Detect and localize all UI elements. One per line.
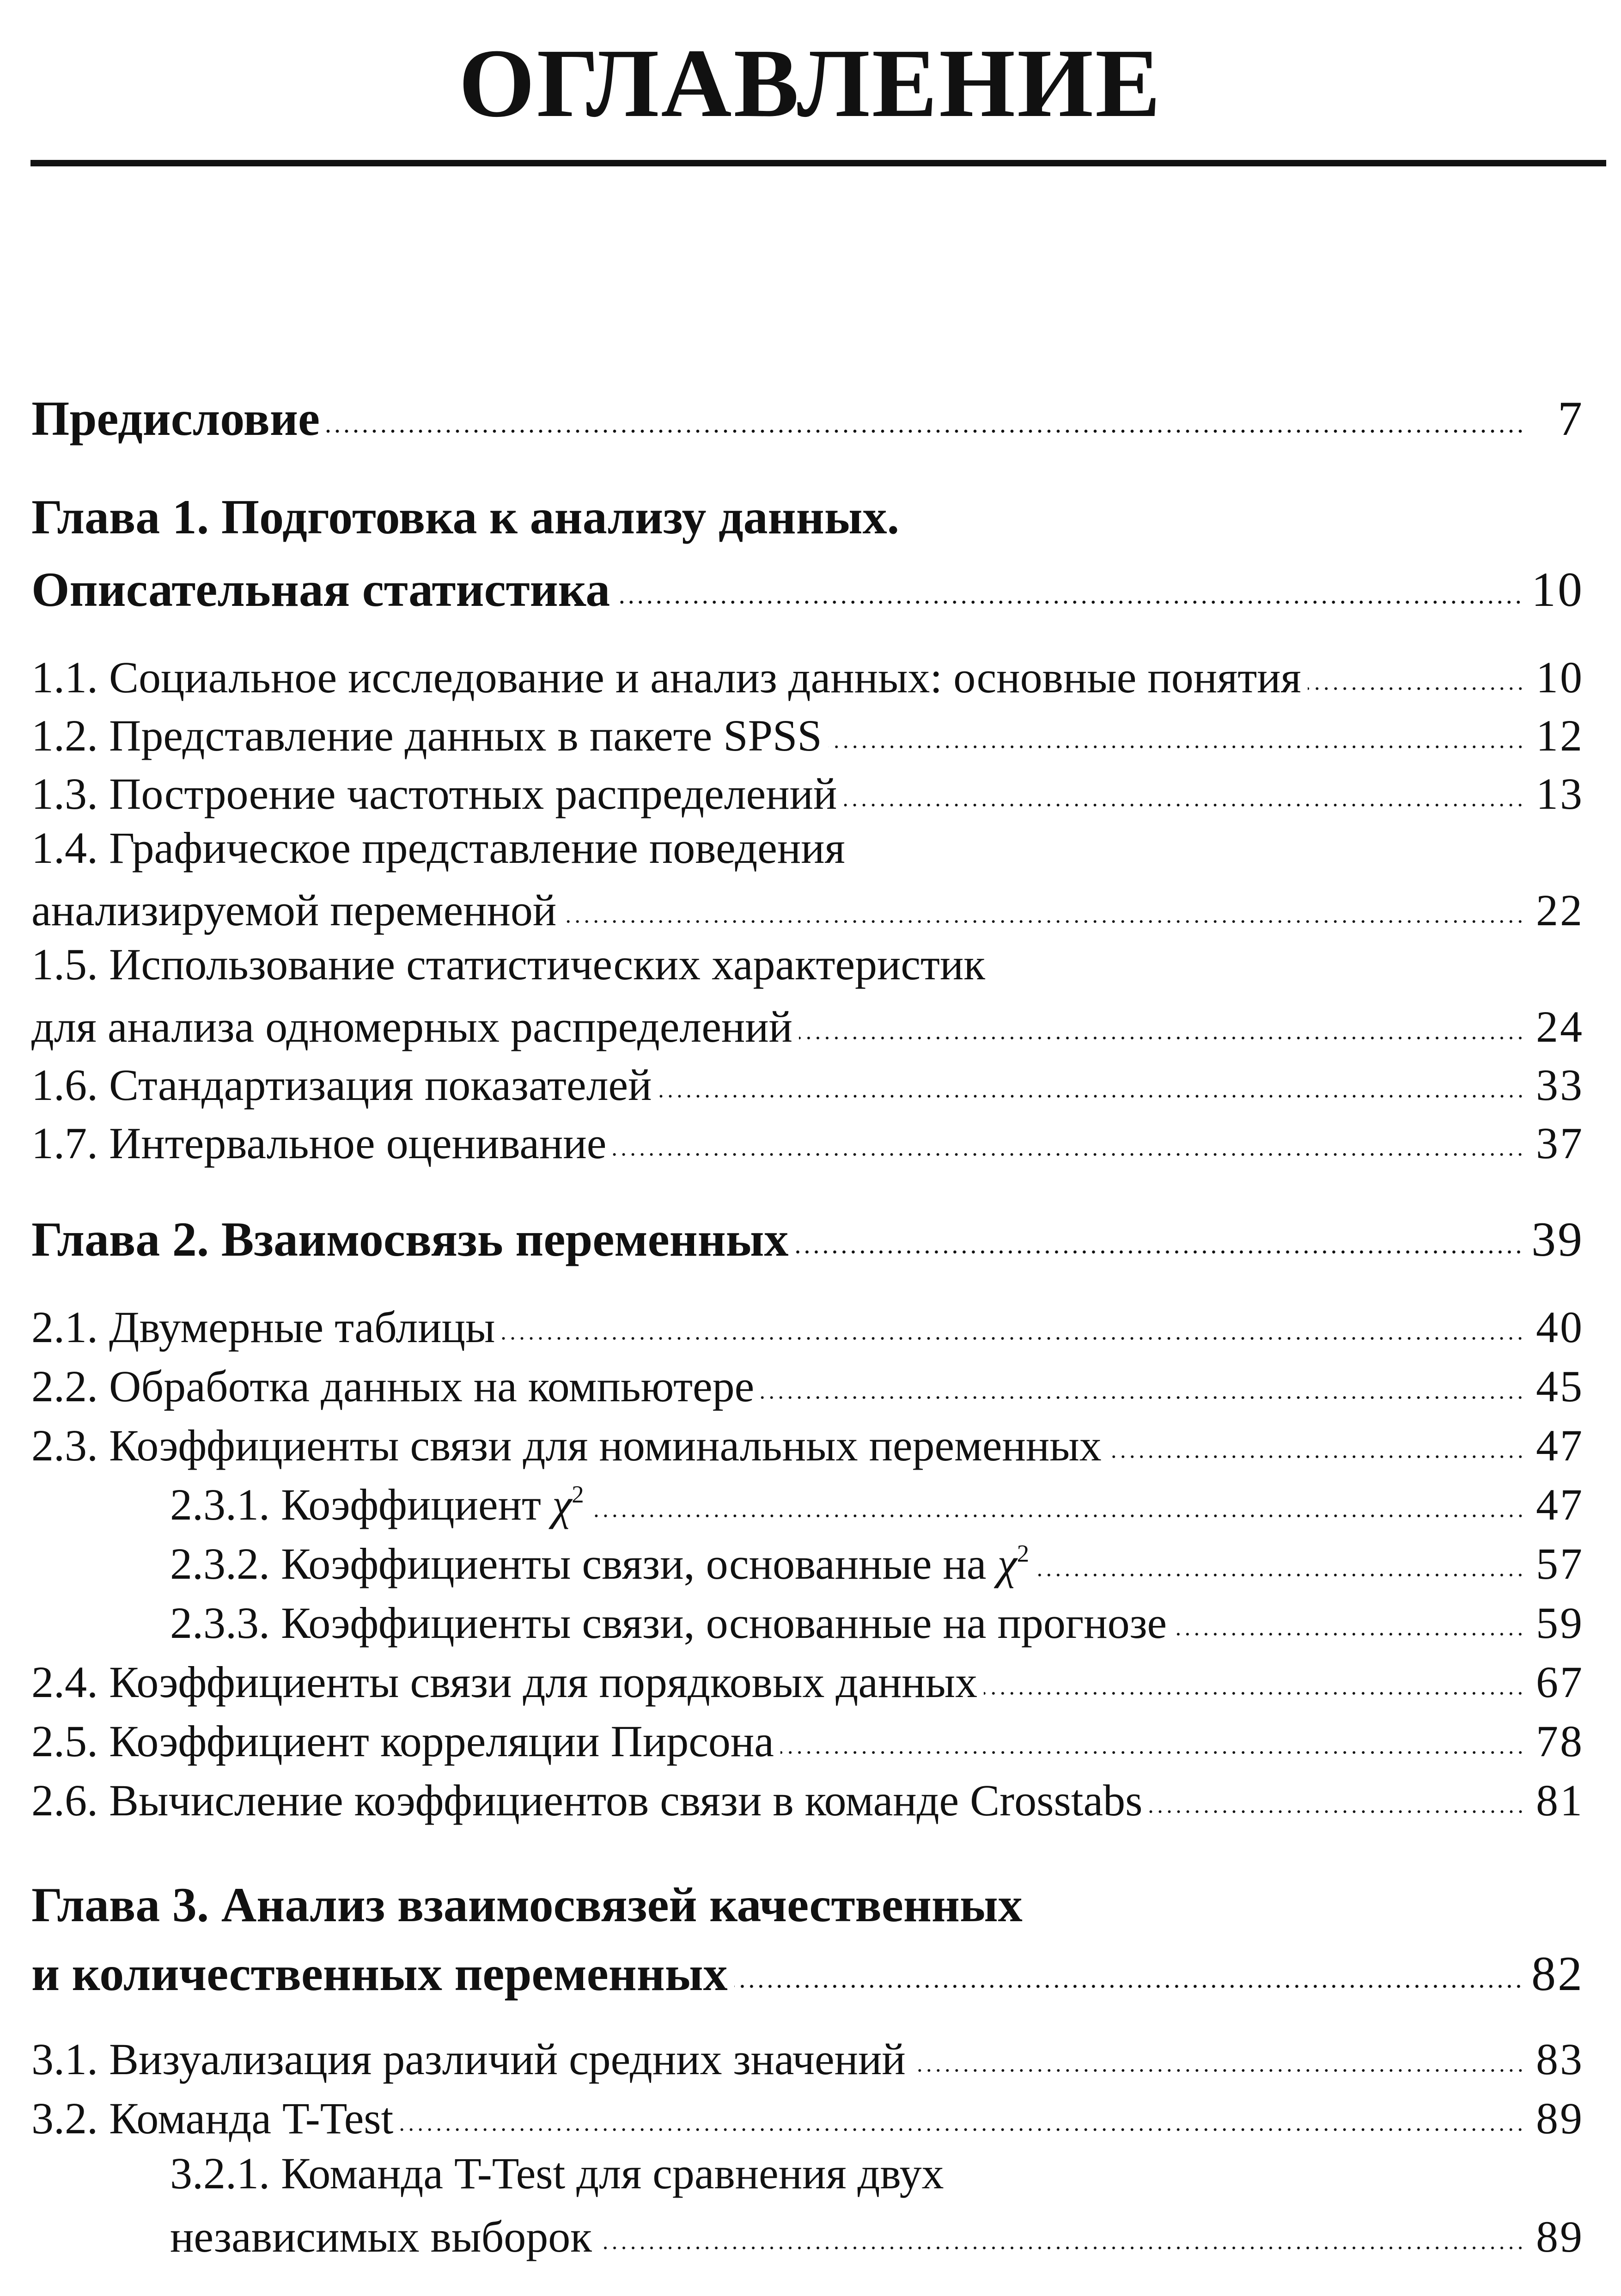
toc-entry-1-7[interactable] <box>31 1114 1584 1169</box>
entry-page: 24 <box>1536 1002 1584 1051</box>
entry-label: 2.5. Коэффициент корреляции Пирсона <box>31 1716 774 1766</box>
toc-entry-3-2-1[interactable] <box>31 2207 1584 2262</box>
entry-page: 89 <box>1536 2212 1584 2261</box>
entry-label: Предисловие <box>31 391 320 446</box>
entry-label: 2.4. Коэффициенты связи для порядковых данных <box>31 1657 978 1707</box>
entry-page: 33 <box>1536 1060 1584 1110</box>
chi-symbol: χ <box>997 1539 1017 1588</box>
dot-leader <box>795 1207 1523 1256</box>
entry-page: 47 <box>1536 1480 1584 1529</box>
entry-page: 37 <box>1536 1118 1584 1168</box>
toc-entry-1-4[interactable] <box>31 881 1584 936</box>
toc-entry-2-6[interactable] <box>31 1771 1584 1826</box>
entry-page: 40 <box>1536 1302 1584 1352</box>
entry-page: 83 <box>1536 2034 1584 2084</box>
entry-page: 89 <box>1536 2094 1584 2143</box>
entry-page: 78 <box>1536 1716 1584 1766</box>
superscript: 2 <box>572 1481 584 1508</box>
toc-entry-2-3-1[interactable] <box>31 1475 1584 1530</box>
entry-label: для анализа одномерных распределений <box>31 1002 793 1051</box>
dot-leader <box>1149 1771 1525 1815</box>
entry-label-text: 2.3.1. Коэффициент <box>170 1480 541 1529</box>
dot-leader <box>780 1712 1525 1756</box>
entry-label: независимых выборок <box>170 2212 592 2261</box>
toc-entry-2-1[interactable] <box>31 1298 1584 1353</box>
dot-leader <box>613 1114 1525 1158</box>
superscript: 2 <box>1017 1540 1030 1568</box>
dot-leader <box>616 557 1523 606</box>
toc-entry-preface[interactable] <box>31 386 1584 444</box>
toc-entry-2-3-3[interactable] <box>31 1594 1584 1649</box>
dot-leader <box>400 2089 1525 2133</box>
chi-symbol: χ <box>552 1480 572 1529</box>
entry-label: 1.3. Построение частотных распределений <box>31 769 837 818</box>
entry-label: Описательная статистика <box>31 562 610 617</box>
toc-entry-1-5[interactable] <box>31 997 1584 1052</box>
entry-page: 10 <box>1531 562 1584 617</box>
entry-label: 1.2. Представление данных в пакете SPSS <box>31 711 822 760</box>
toc-entry-1-5-line1[interactable]: 1.5. Использование статистических характеристик <box>31 940 985 989</box>
entry-page: 22 <box>1536 885 1584 935</box>
dot-leader <box>843 764 1525 809</box>
toc-entry-3-2-1-line1[interactable]: 3.2.1. Команда T-Test для сравнения двух <box>170 2149 944 2198</box>
dot-leader <box>501 1298 1525 1342</box>
entry-label: и количественных переменных <box>31 1947 728 2001</box>
title-rule <box>30 160 1606 166</box>
entry-page: 47 <box>1536 1421 1584 1470</box>
entry-page: 57 <box>1536 1539 1584 1588</box>
entry-page: 7 <box>1558 391 1584 446</box>
entry-label: 1.1. Социальное исследование и анализ данных: основные понятия <box>31 653 1301 702</box>
entry-label: анализируемой переменной <box>31 885 557 935</box>
toc-entry-2-2[interactable] <box>31 1357 1584 1412</box>
toc-entry-1-1[interactable] <box>31 648 1584 703</box>
entry-label: 2.3. Коэффициенты связи для номинальных переменных <box>31 1421 1102 1470</box>
entry-label: 3.1. Визуализация различий средних значений <box>31 2034 906 2084</box>
dot-leader <box>563 881 1525 925</box>
dot-leader <box>1108 1416 1525 1460</box>
dot-leader <box>1036 1534 1525 1579</box>
dot-leader <box>591 1475 1525 1520</box>
dot-leader <box>984 1653 1525 1697</box>
entry-page: 12 <box>1536 711 1584 760</box>
toc-entry-2-3[interactable] <box>31 1416 1584 1471</box>
entry-page: 67 <box>1536 1657 1584 1707</box>
dot-leader <box>1173 1594 1525 1638</box>
entry-page: 81 <box>1536 1776 1584 1825</box>
dot-leader <box>598 2207 1525 2252</box>
entry-page: 39 <box>1531 1212 1584 1266</box>
dot-leader <box>799 997 1525 1042</box>
entry-label <box>170 1539 1029 1589</box>
toc-entry-2-4[interactable] <box>31 1653 1584 1708</box>
entry-label <box>170 1479 584 1530</box>
dot-leader <box>658 1056 1525 1100</box>
toc-chapter-1-line1[interactable]: Глава 1. Подготовка к анализу данных. <box>31 490 900 544</box>
dot-leader <box>761 1357 1525 1401</box>
entry-page: 45 <box>1536 1362 1584 1411</box>
entry-label: 3.2. Команда T-Test <box>31 2094 394 2143</box>
toc-entry-3-1[interactable] <box>31 2030 1584 2085</box>
toc-entry-3-2[interactable] <box>31 2089 1584 2144</box>
page-title: ОГЛАВЛЕНИЕ <box>458 29 1163 137</box>
entry-label: Глава 2. Взаимосвязь переменных <box>31 1212 789 1266</box>
dot-leader <box>734 1941 1523 1990</box>
toc-entry-1-3[interactable] <box>31 764 1584 819</box>
entry-label: 2.3.3. Коэффициенты связи, основанные на прогнозе <box>170 1598 1167 1648</box>
toc-entry-1-6[interactable] <box>31 1056 1584 1111</box>
toc-entry-chapter-3[interactable] <box>31 1941 1584 1999</box>
entry-label: 1.6. Стандартизация показателей <box>31 1060 652 1110</box>
entry-label: 2.1. Двумерные таблицы <box>31 1302 495 1352</box>
entry-page: 82 <box>1531 1947 1584 2001</box>
entry-page: 13 <box>1536 769 1584 818</box>
entry-page: 59 <box>1536 1598 1584 1648</box>
dot-leader <box>326 386 1525 435</box>
entry-label-text: 2.3.2. Коэффициенты связи, основанные на <box>170 1539 987 1588</box>
dot-leader <box>912 2030 1525 2074</box>
toc-entry-2-3-2[interactable] <box>31 1534 1584 1589</box>
toc-entry-1-4-line1[interactable]: 1.4. Графическое представление поведения <box>31 823 845 873</box>
dot-leader <box>829 706 1525 751</box>
entry-label: 2.6. Вычисление коэффициентов связи в команде Crosstabs <box>31 1776 1143 1825</box>
entry-label: 1.7. Интервальное оценивание <box>31 1118 607 1168</box>
toc-entry-chapter-2[interactable] <box>31 1207 1584 1265</box>
toc-entry-chapter-1[interactable] <box>31 557 1584 615</box>
entry-label: 2.2. Обработка данных на компьютере <box>31 1362 755 1411</box>
toc-entry-2-5[interactable] <box>31 1712 1584 1767</box>
entry-page: 10 <box>1536 653 1584 702</box>
dot-leader <box>1308 648 1525 692</box>
toc-chapter-3-line1[interactable]: Глава 3. Анализ взаимосвязей качественных <box>31 1878 1023 1932</box>
toc-entry-1-2[interactable] <box>31 706 1584 761</box>
